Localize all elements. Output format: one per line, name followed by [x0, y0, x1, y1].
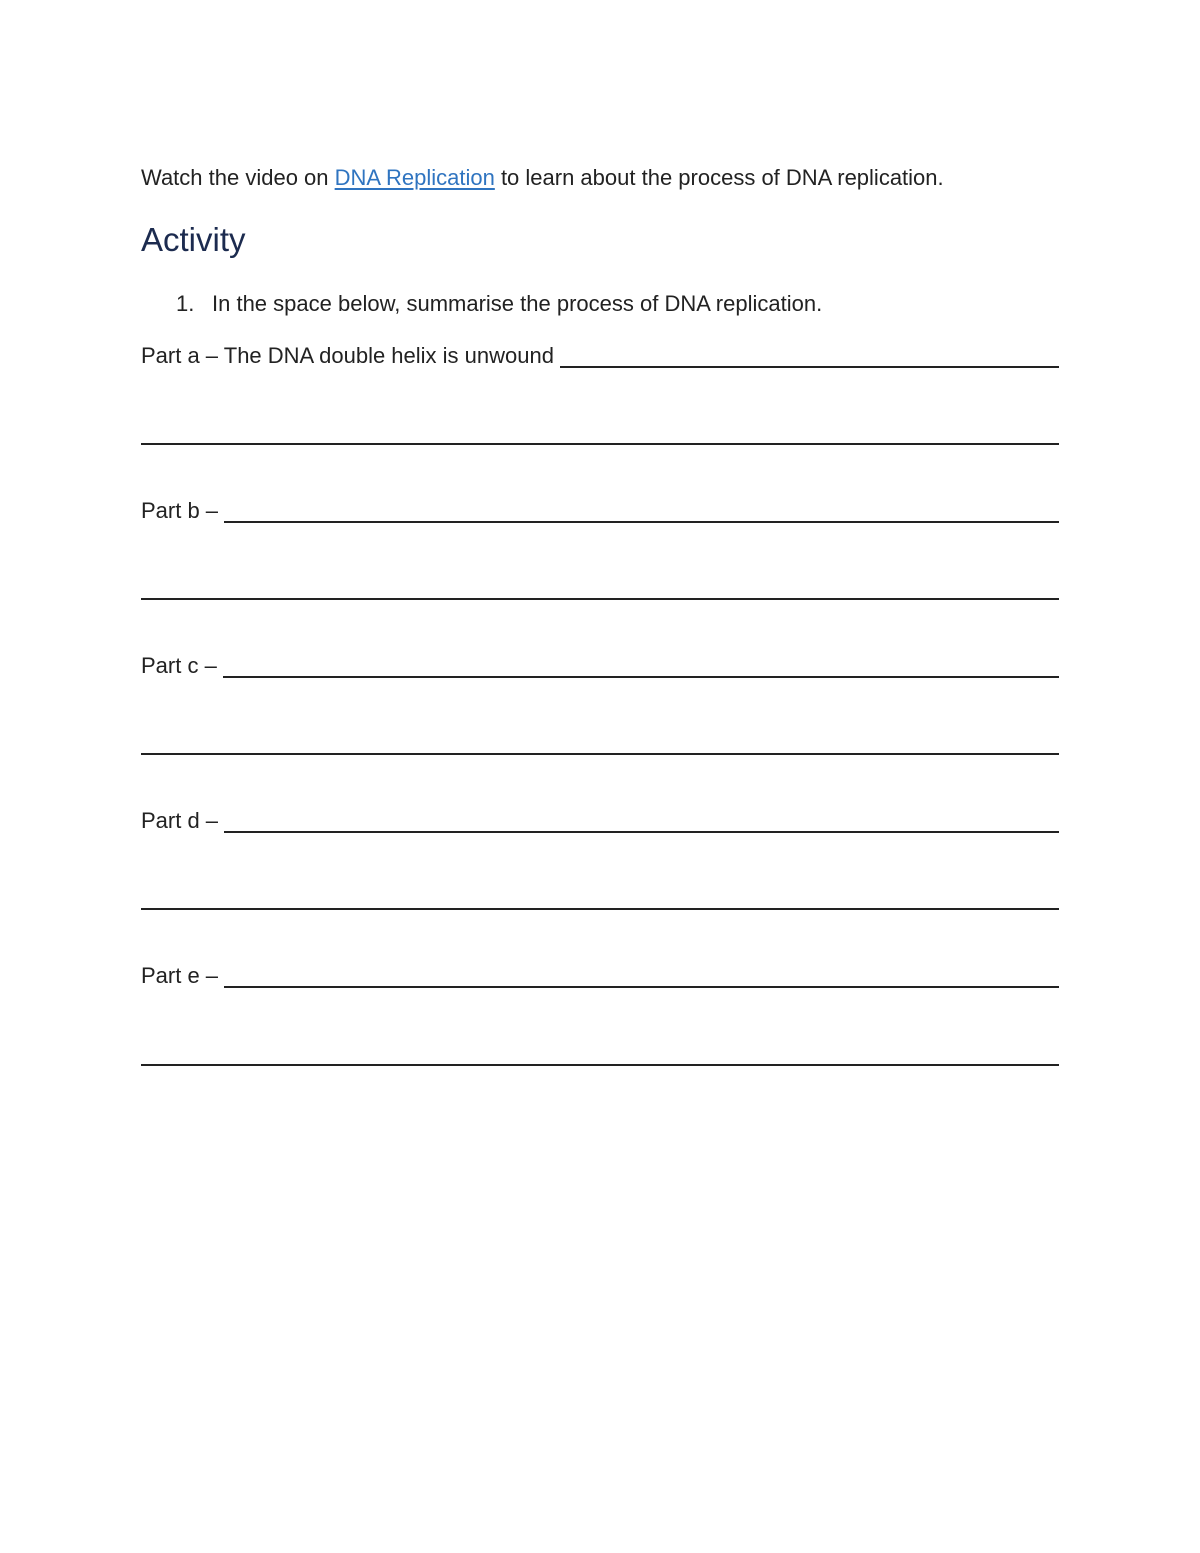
part-a-answer-line[interactable]	[560, 366, 1059, 368]
part-c-answer-line[interactable]	[223, 676, 1059, 678]
part-e-answer-line[interactable]	[224, 986, 1059, 988]
part-b-continuation-line[interactable]	[141, 598, 1059, 600]
part-d-label: Part d –	[141, 808, 219, 833]
part-c-row	[141, 650, 1059, 680]
intro-text-before: Watch the video on	[141, 165, 335, 190]
question-item	[176, 290, 822, 318]
question-number: 1.	[176, 291, 195, 316]
part-d-continuation-line[interactable]	[141, 908, 1059, 910]
dna-replication-link[interactable]: DNA Replication	[334, 165, 495, 190]
intro-paragraph	[141, 164, 944, 192]
activity-heading: Activity	[141, 221, 246, 258]
part-a-label: Part a – The DNA double helix is unwound	[141, 343, 554, 368]
part-e-row	[141, 960, 1059, 990]
part-d-answer-line[interactable]	[224, 831, 1059, 833]
part-e-label: Part e –	[141, 963, 219, 988]
part-b-row	[141, 495, 1059, 525]
part-c-label: Part c –	[141, 653, 217, 678]
part-a-continuation-line[interactable]	[141, 443, 1059, 445]
intro-text-after: to learn about the process of DNA replication.	[494, 165, 944, 190]
part-a-row	[141, 340, 1059, 370]
part-d-row	[141, 805, 1059, 835]
question-text: In the space below, summarise the process of DNA replication.	[212, 291, 823, 316]
part-c-continuation-line[interactable]	[141, 753, 1059, 755]
part-b-answer-line[interactable]	[224, 521, 1059, 523]
part-e-continuation-line[interactable]	[141, 1064, 1059, 1066]
part-b-label: Part b –	[141, 498, 219, 523]
